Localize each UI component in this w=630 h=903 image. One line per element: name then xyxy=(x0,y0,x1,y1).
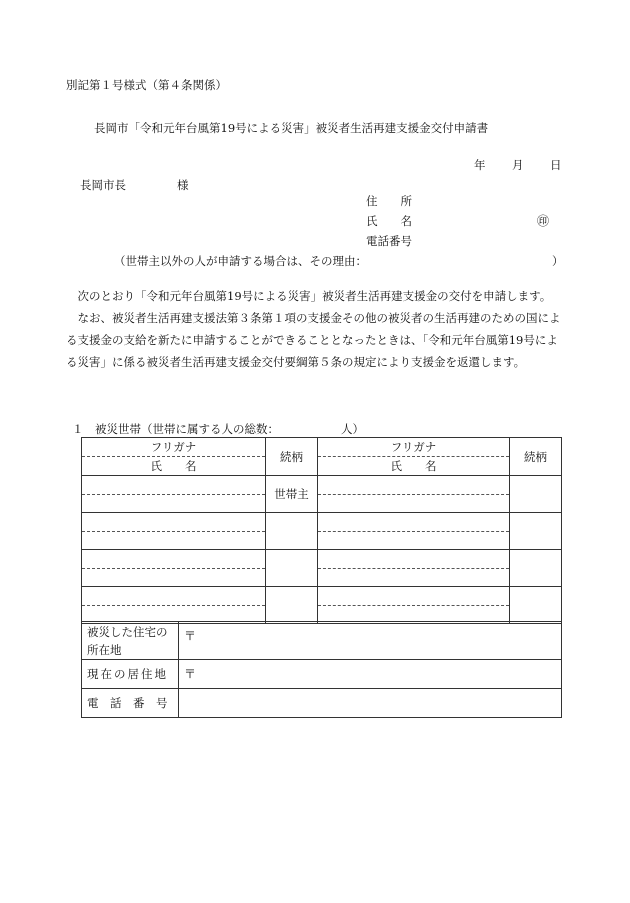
current-residence-row xyxy=(82,660,562,689)
date-day-label: 日 xyxy=(550,158,562,172)
name-header: 氏 名 xyxy=(390,459,437,473)
postal-mark: 〒 xyxy=(184,667,197,681)
furigana-header: フリガナ xyxy=(82,438,265,457)
addressee-name: 長岡市長 xyxy=(80,178,126,192)
relation-cell[interactable] xyxy=(510,513,562,550)
member-name-cell[interactable] xyxy=(82,476,266,513)
section-1-unit: 人） xyxy=(341,422,364,436)
relation-cell[interactable] xyxy=(266,550,318,587)
damaged-home-label-line1: 被災した住宅の xyxy=(87,624,168,639)
phone-field[interactable] xyxy=(179,689,562,718)
applicant-address-label: 住 所 xyxy=(366,194,412,208)
member-name-cell[interactable] xyxy=(82,550,266,587)
addressee-honorific: 様 xyxy=(177,178,189,192)
member-name-cell[interactable] xyxy=(318,476,510,513)
current-residence-field[interactable] xyxy=(179,660,562,689)
household-table xyxy=(81,437,562,624)
member-name-cell[interactable] xyxy=(318,587,510,624)
relation-cell[interactable] xyxy=(266,587,318,624)
phone-label: 電 話 番 号 xyxy=(82,689,179,718)
address-table xyxy=(81,621,562,718)
applicant-phone-label: 電話番号 xyxy=(366,234,412,248)
date-year-label: 年 xyxy=(474,158,486,172)
document-title: 長岡市「令和元年台風第19号による災害」被災者生活再建支援金交付申請書 xyxy=(94,121,489,135)
reason-note-open: （世帯主以外の人が申請する場合は、その理由： xyxy=(114,254,367,268)
table-row xyxy=(82,587,562,624)
name-header: 氏 名 xyxy=(150,459,197,473)
current-residence-label: 現在の居住地 xyxy=(82,660,179,689)
phone-row xyxy=(82,689,562,718)
member-name-cell[interactable] xyxy=(318,513,510,550)
header-cell xyxy=(318,438,510,476)
member-name-cell[interactable] xyxy=(318,550,510,587)
damaged-home-label xyxy=(82,622,179,660)
applicant-name-label: 氏 名 xyxy=(366,214,412,228)
relation-cell[interactable] xyxy=(510,476,562,513)
relation-cell[interactable] xyxy=(266,513,318,550)
date-month-label: 月 xyxy=(512,158,524,172)
header-cell xyxy=(82,438,266,476)
table-row xyxy=(82,550,562,587)
body-paragraph: なお、被災者生活再建支援法第３条第１項の支援金その他の被災者の生活再建のための国による支援金の支給を新たに申請することができることとなったときは、「令和元年台風第19号による災害」に係る被災者生活再建支援金交付要綱第５条の規定により支援金を返還します。 xyxy=(66,311,561,369)
damaged-home-address-field[interactable] xyxy=(179,622,562,660)
member-name-cell[interactable] xyxy=(82,513,266,550)
reason-note-close: ） xyxy=(552,254,564,268)
relation-cell[interactable] xyxy=(510,587,562,624)
member-name-cell[interactable] xyxy=(82,587,266,624)
postal-mark: 〒 xyxy=(184,629,197,643)
body-paragraph: 次のとおり「令和元年台風第19号による災害」被災者生活再建支援金の交付を申請します。 xyxy=(77,289,552,303)
seal-mark: ㊞ xyxy=(537,214,550,228)
relation-header: 続柄 xyxy=(266,438,318,476)
section-1-heading: １ 被災世帯（世帯に属する人の総数： xyxy=(72,422,279,436)
damaged-home-label-line2: 所在地 xyxy=(87,642,122,657)
damaged-home-row xyxy=(82,622,562,660)
application-body xyxy=(66,285,566,373)
household-table-header xyxy=(82,438,562,476)
table-row xyxy=(82,513,562,550)
head-of-household-cell: 世帯主 xyxy=(266,476,318,513)
form-number: 別記第１号様式（第４条関係） xyxy=(66,78,227,92)
table-row xyxy=(82,476,562,513)
relation-header: 続柄 xyxy=(510,438,562,476)
relation-cell[interactable] xyxy=(510,550,562,587)
furigana-header: フリガナ xyxy=(318,438,509,457)
